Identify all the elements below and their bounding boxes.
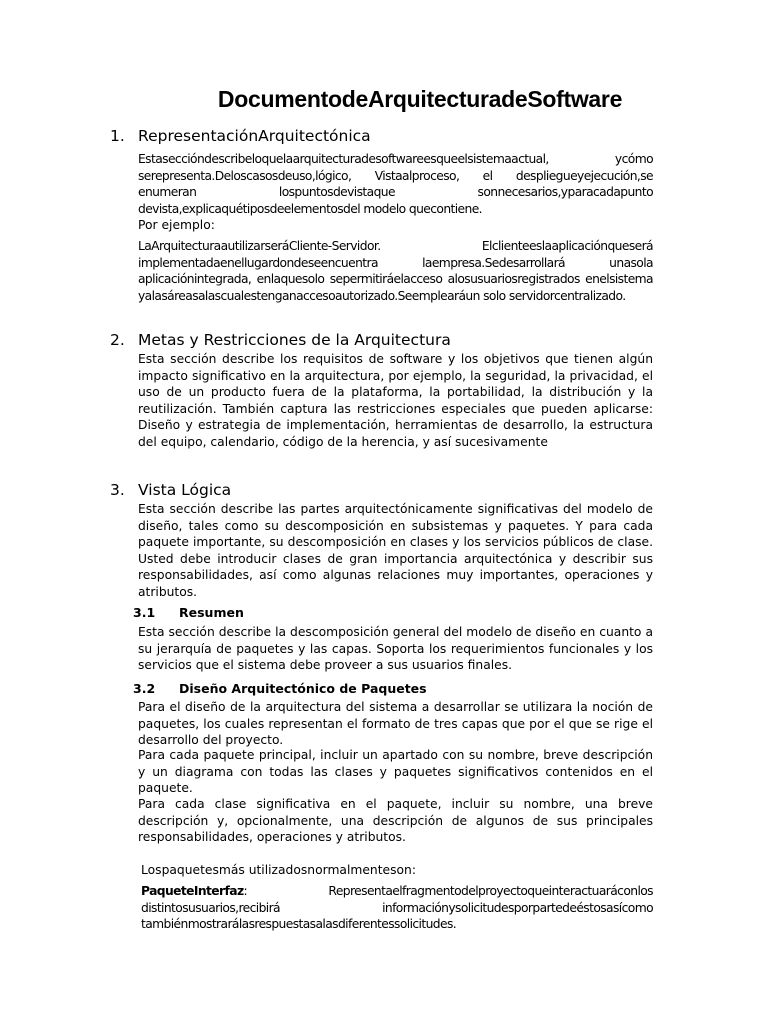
- subsection-3-1-heading: [133, 605, 244, 620]
- section-1-heading: [110, 127, 371, 145]
- subsection-3-2-paragraph-2: Para cada paquete principal, incluir un apartado con su nombre, breve descripción y un diagrama con todas las clases y paquetes significativos contenidos en el paquete.: [138, 748, 653, 796]
- subsection-3-1-paragraph-1: Esta sección describe la descomposición general del modelo de diseño en cuanto a su jerarquía de paquetes y las capas. Soporta los requerimientos funcionales y los servicios que el sistema debe proveer a sus usuarios finales.: [138, 625, 653, 673]
- package-interface-label: PaqueteInterfaz: [141, 884, 244, 898]
- section-3-heading: [110, 481, 231, 499]
- subsection-3-2-paragraph-5: [141, 883, 653, 933]
- subsection-3-2-paragraph-4: Lospaquetesmás utilizadosnormalmenteson:: [141, 863, 416, 877]
- subsection-3-2-number: 3.2: [133, 681, 156, 696]
- section-2-heading: [110, 331, 451, 349]
- section-1-example-label: Por ejemplo:: [138, 218, 215, 232]
- section-1-paragraph-1: Estaseccióndescribeloquelaarquitecturadesoftwareesqueelsistemaactual, ycómo serepresenta.Deloscasosdeuso,lógico, Vistaalproceso, el despliegueyejecución,se enumeran lospuntosdevistaque sonnecesarios,yparacadapunto devista,explicaquétiposdeelementosdel modelo quecontiene.: [138, 152, 653, 216]
- subsection-3-2-heading: [133, 681, 427, 696]
- section-2-number: 2.: [110, 331, 125, 349]
- package-interface-description: Representaelfragmentodelproyectoqueinteractuaráconlos distintosusuarios,recibirá informaciónysolicitudesporpartedeéstosasícomo tambiénmostrarálasrespuestasalasdiferentessolicitudes.: [141, 884, 653, 932]
- subsection-3-1-number: 3.1: [133, 605, 156, 620]
- section-1-title: RepresentaciónArquitectónica: [138, 127, 371, 145]
- document-title: DocumentodeArquitecturadeSoftware: [217, 86, 623, 112]
- section-3-number: 3.: [110, 481, 125, 499]
- section-3-paragraph-1: Esta sección describe las partes arquitectónicamente significativas del modelo de diseño, tales como su descomposición en subsistemas y paquetes. Y para cada paquete importante, su descomposición en clases y los servicios públicos de clase. Usted debe introducir clases de gran importancia arquitectónica y describir sus responsabilidades, así como algunas relaciones muy importantes, operaciones y atributos.: [138, 502, 653, 599]
- subsection-3-2-title: Diseño Arquitectónico de Paquetes: [179, 681, 427, 696]
- subsection-3-2-paragraph-1: Para el diseño de la arquitectura del sistema a desarrollar se utilizara la noción de paquetes, los cuales representan el formato de tres capas que por el que se rige el desarrollo del proyecto.: [138, 700, 653, 748]
- section-3-title: Vista Lógica: [138, 481, 232, 499]
- section-1-number: 1.: [110, 127, 125, 145]
- section-1-paragraph-2: LaArquitecturaautilizarseráCliente-Servidor. Elclienteeslaaplicaciónqueserá implementadaenellugardondeseencuentra laempresa.Sedesarrollará unasola aplicaciónintegrada, enlaquesolo sepermitiráelacceso alosusuariosregistrados enelsistema yalasáreasalascualestenganaccesoautorizado.Seemplearáun solo servidorcentralizado.: [138, 239, 653, 303]
- section-2-title: Metas y Restricciones de la Arquitectura: [138, 331, 451, 349]
- package-interface-colon: :: [243, 884, 248, 898]
- subsection-3-1-title: Resumen: [179, 605, 244, 620]
- section-2-paragraph-1: Esta sección describe los requisitos de software y los objetivos que tienen algún impacto significativo en la arquitectura, por ejemplo, la seguridad, la privacidad, el uso de un producto fuera de la plataforma, la portabilidad, la distribución y la reutilización. También captura las restricciones especiales que pueden aplicarse: Diseño y estrategia de implementación, herramientas de desarrollo, la estructura del equipo, calendario, código de la herencia, y así sucesivamente: [138, 352, 653, 449]
- subsection-3-2-paragraph-3: Para cada clase significativa en el paquete, incluir su nombre, una breve descripción y, opcionalmente, una descripción de algunos de sus principales responsabilidades, operaciones y atributos.: [138, 797, 653, 845]
